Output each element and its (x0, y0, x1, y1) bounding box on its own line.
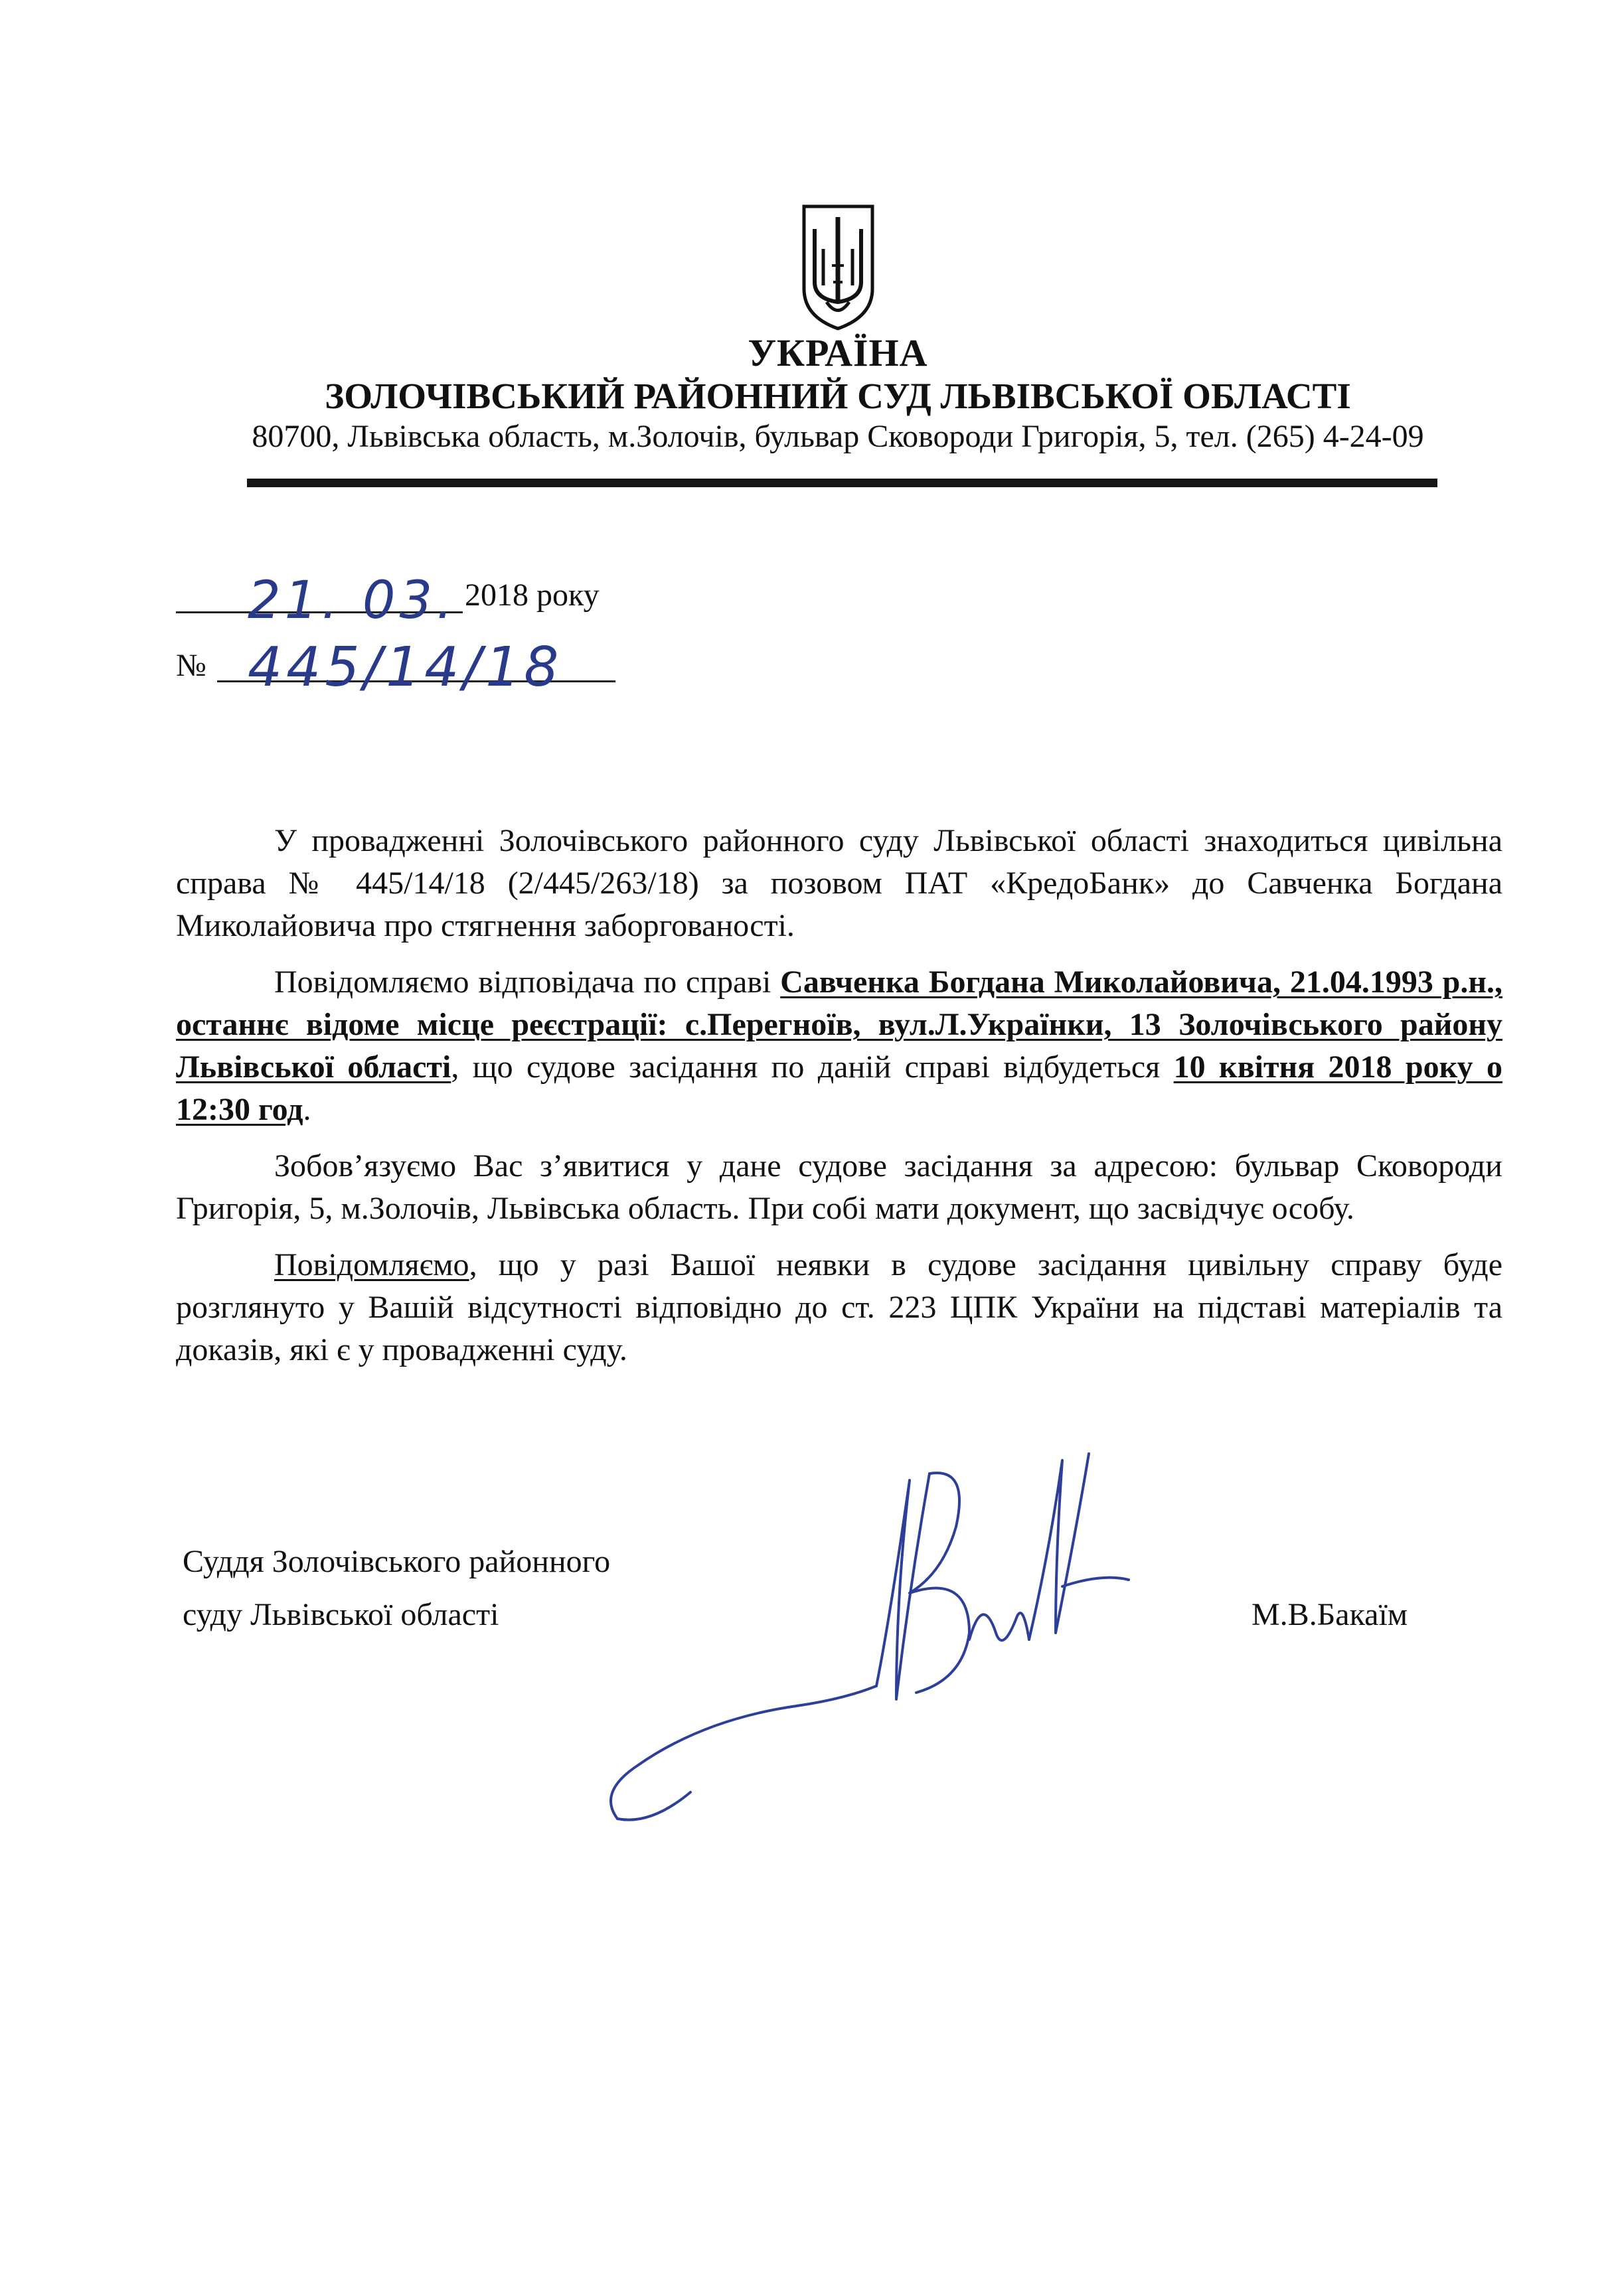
outgoing-number (176, 636, 614, 699)
paragraph-case-info: У провадженні Золочівського районного суду Львівської області знаходиться цивільна справа № 445/14/18 (2/445/263/18) за позовом ПАТ «КредоБанк» до Савченка Богдана Миколайовича про стягнення заборгованості. (176, 823, 1502, 943)
judge-title-line-2: суду Львівської області (183, 1597, 499, 1632)
judge-name: М.В.Бакаїм (1251, 1597, 1408, 1632)
handwritten-date: 21. 03. (248, 571, 457, 631)
paragraph-summons: Зобов’язуємо Вас з’явитися у дане судове засідання за адресою: бульвар Сковороди Григорія, 5, м.Золочів, Львівська область. При собі мати документ, що засвідчує особу. (176, 1148, 1502, 1226)
court-address: 80700, Львівська область, м.Золочів, бульвар Сковороди Григорія, 5, тел. (265) 4-24-09 (252, 419, 1424, 454)
judge-title-line-1: Суддя Золочівського районного (183, 1544, 611, 1579)
defendant-details: Савченка Богдана Миколайовича, 21.04.1993 р.н., останнє відоме місце реєстрації: с.Перегноїв, вул.Л.Українки, 13 Золочівського району Львівської області (176, 964, 1502, 1085)
warning-lead: Повідомляємо (274, 1247, 469, 1282)
notice-middle: , що судове засідання по даній справі відбудеться (451, 1049, 1174, 1085)
header-divider (247, 479, 1437, 487)
date-year-suffix: 2018 року (465, 577, 600, 613)
handwritten-number: 445/14/18 (248, 636, 563, 699)
paragraph-warning (176, 1244, 1502, 1371)
trident-coat-of-arms-icon (800, 202, 876, 332)
letter-body (176, 820, 1502, 1385)
country-title: УКРАЇНА (748, 331, 928, 374)
outgoing-date (176, 571, 614, 631)
handwritten-signature (598, 1420, 1195, 1832)
warning-rest: , що у разі Вашої неявки в судове засідання цивільну справу буде розглянуто у Вашій відсутності відповідно до ст. 223 ЦПК України на підставі матеріалів та доказів, які є у провадженні суду. (176, 1247, 1502, 1367)
notice-intro: Повідомляємо відповідача по справі (274, 964, 781, 1000)
paragraph-notice (176, 961, 1502, 1131)
hearing-datetime: 10 квітня 2018 року о 12:30 год (176, 1049, 1502, 1127)
court-name: ЗОЛОЧІВСЬКИЙ РАЙОННИЙ СУД ЛЬВІВСЬКОЇ ОБЛАСТІ (325, 376, 1351, 416)
number-sign: № (176, 648, 206, 683)
notice-end: . (303, 1092, 311, 1127)
judge-title (183, 1535, 610, 1642)
